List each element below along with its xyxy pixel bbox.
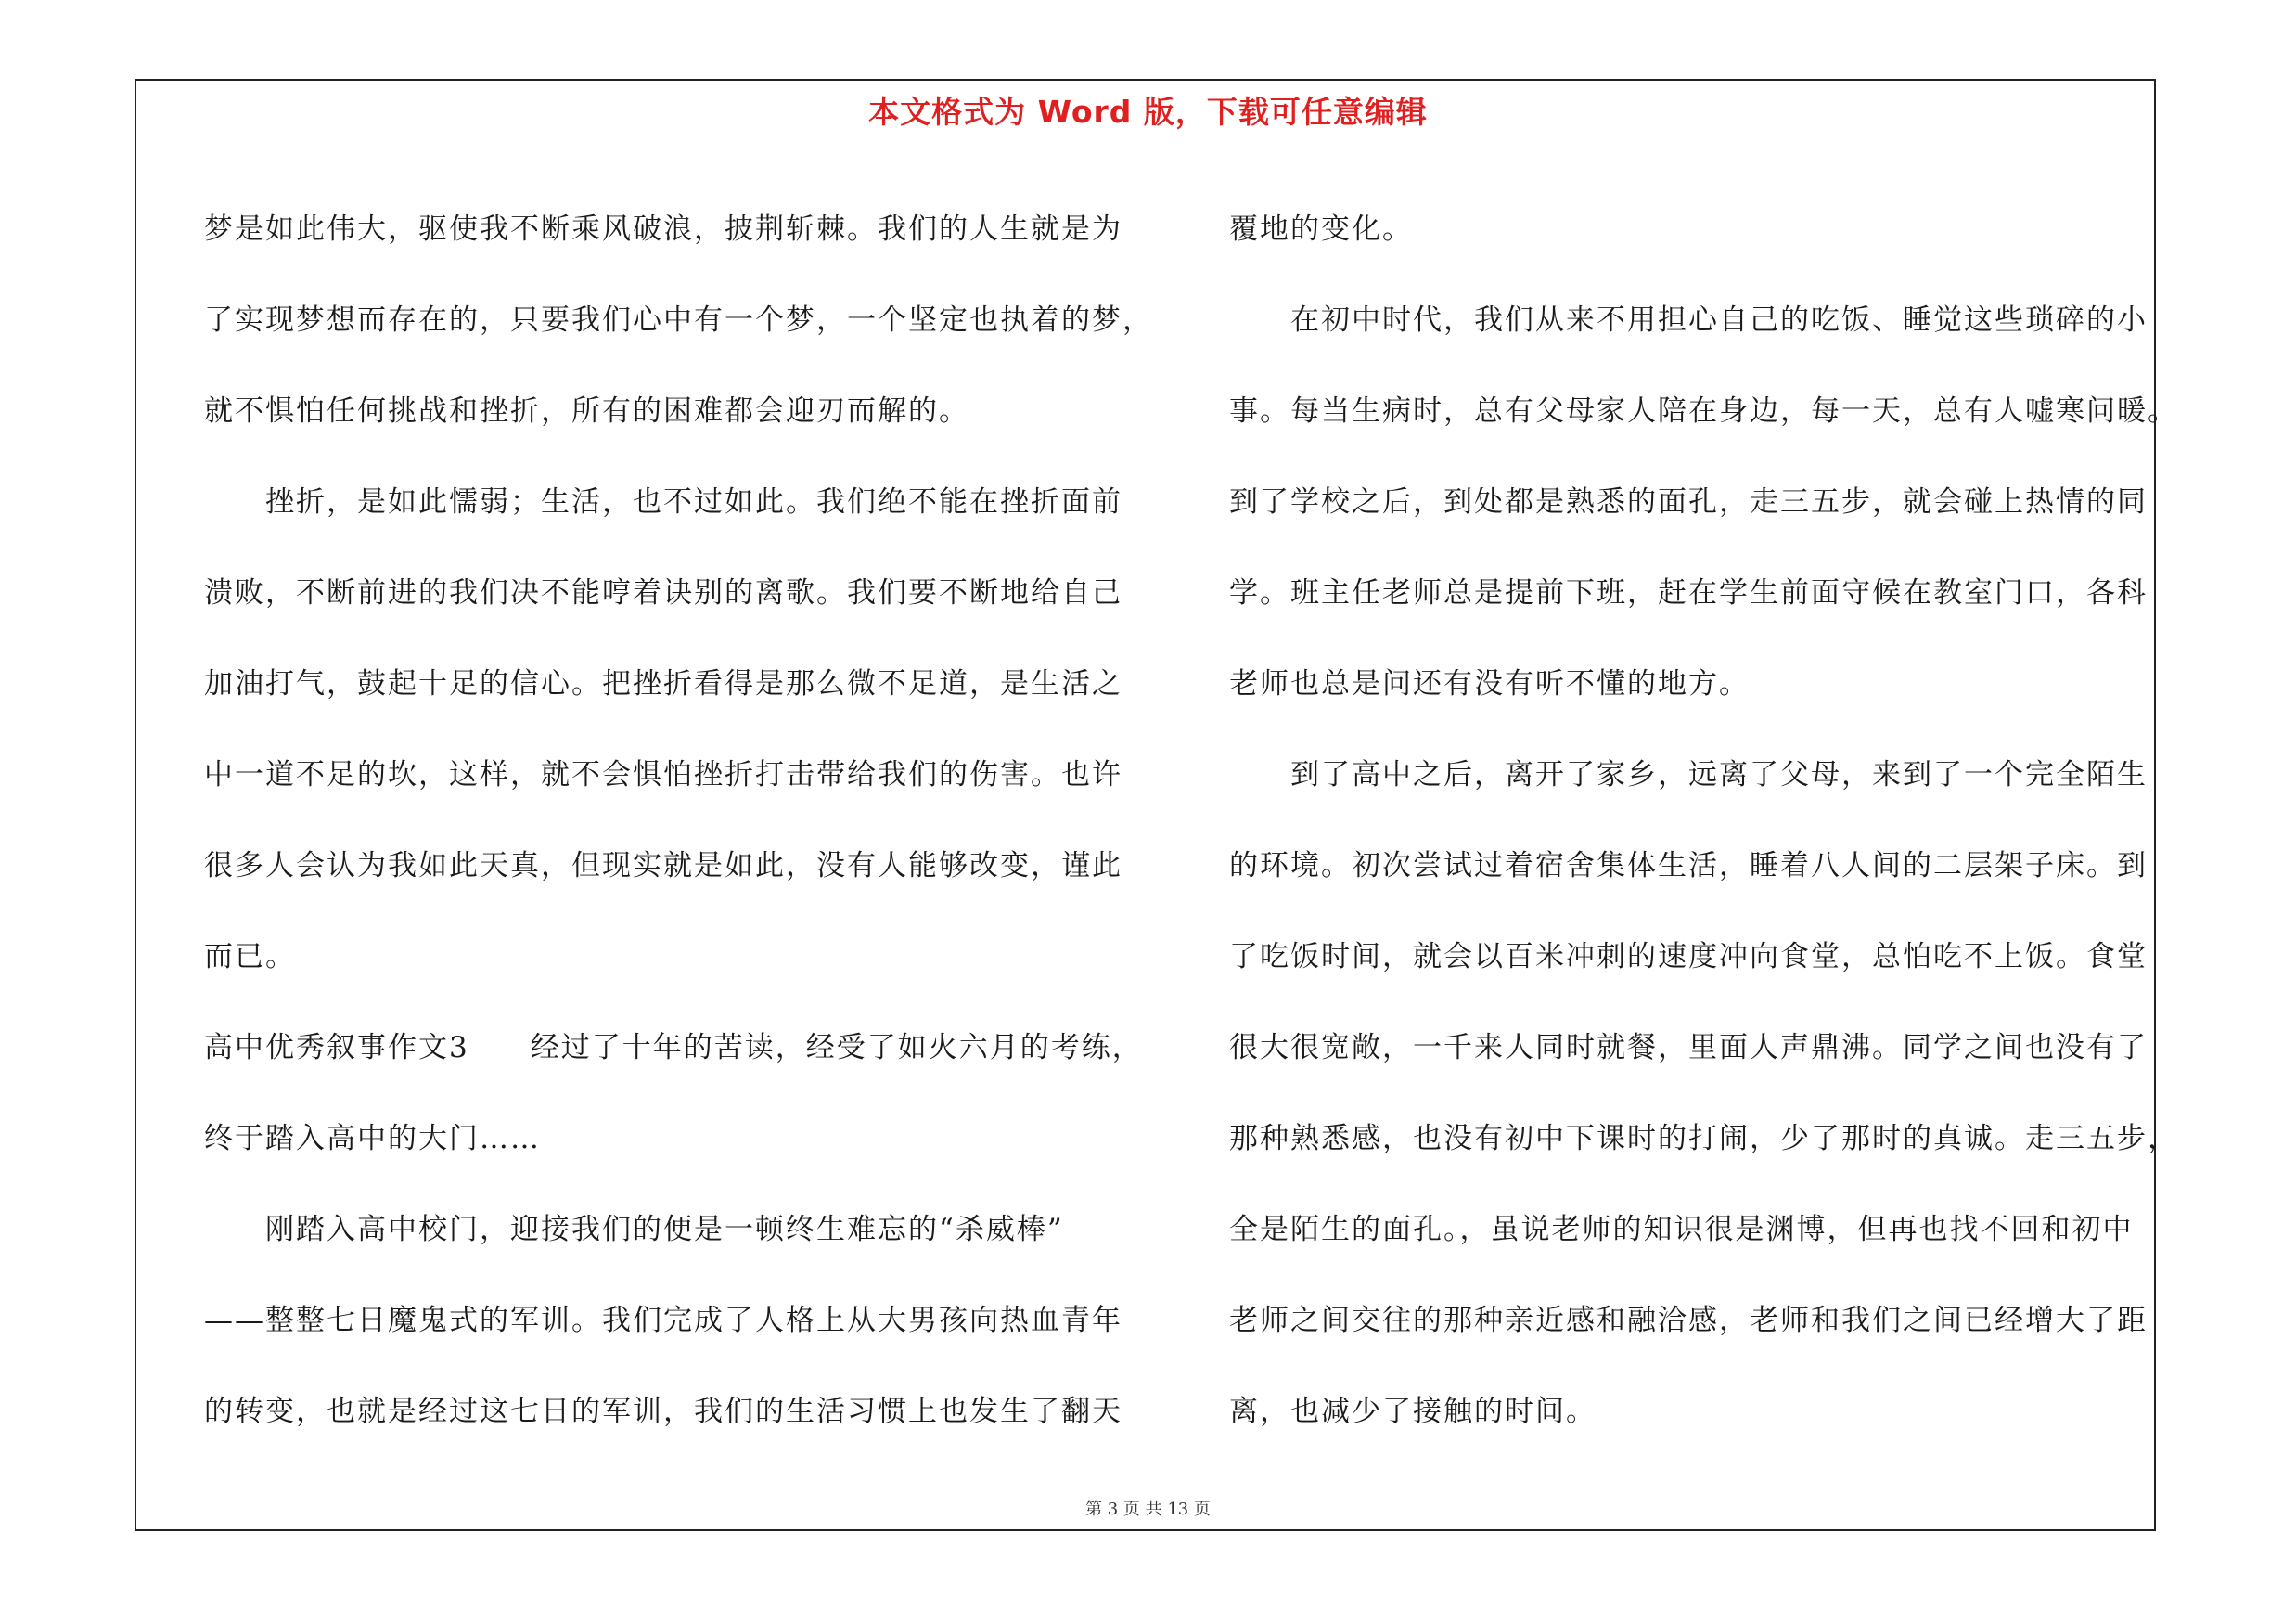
text-line: 的环境。初次尝试过着宿舍集体生活，睡着八人间的二层架子床。到 xyxy=(1229,849,2148,882)
text-line: 刚踏入高中校门，迎接我们的便是一顿终生难忘的“杀威棒” xyxy=(204,1213,1064,1246)
text-line: 中一道不足的坎，这样，就不会惧怕挫折打击带给我们的伤害。也许 xyxy=(204,758,1122,792)
text-line: 覆地的变化。 xyxy=(1229,213,1413,246)
text-line: 老师之间交往的那种亲近感和融洽感，老师和我们之间已经增大了距 xyxy=(1229,1304,2148,1337)
text-line: 就不惧怕任何挑战和挫折，所有的困难都会迎刃而解的。 xyxy=(204,394,969,428)
text-line: 了吃饭时间，就会以百米冲刺的速度冲向食堂，总怕吃不上饭。食堂 xyxy=(1229,940,2148,973)
text-line: 梦是如此伟大，驱使我不断乘风破浪，披荆斩棘。我们的人生就是为 xyxy=(204,213,1122,246)
text-line: 高中优秀叙事作文3 经过了十年的苦读，经受了如火六月的考练， xyxy=(204,1031,1143,1064)
text-line: 到了高中之后，离开了家乡，远离了父母，来到了一个完全陌生 xyxy=(1229,758,2148,792)
text-line: ——整整七日魔鬼式的军训。我们完成了人格上从大男孩向热血青年 xyxy=(204,1304,1122,1337)
text-line: 的转变，也就是经过这七日的军训，我们的生活习惯上也发生了翻天 xyxy=(204,1395,1122,1428)
text-line: 很多人会认为我如此天真，但现实就是如此，没有人能够改变，谨此 xyxy=(204,849,1122,882)
left-column xyxy=(204,184,1153,1457)
text-line: 全是陌生的面孔。，虽说老师的知识很是渊博，但再也找不回和初中 xyxy=(1229,1213,2134,1246)
text-line: 加油打气，鼓起十足的信心。把挫折看得是那么微不足道，是生活之 xyxy=(204,667,1122,701)
text-line: 终于踏入高中的大门…… xyxy=(204,1122,541,1155)
right-column xyxy=(1229,184,2178,1457)
text-line: 到了学校之后，到处都是熟悉的面孔，走三五步，就会碰上热情的同 xyxy=(1229,485,2148,519)
text-line: 学。班主任老师总是提前下班，赶在学生前面守候在教室门口，各科 xyxy=(1229,576,2148,610)
text-line: 老师也总是问还有没有听不懂的地方。 xyxy=(1229,667,1750,701)
text-line: 而已。 xyxy=(204,940,296,973)
format-banner: 本文格式为 Word 版，下载可任意编辑 xyxy=(868,94,1428,130)
text-line: 离，也减少了接触的时间。 xyxy=(1229,1395,1597,1428)
text-line: 事。每当生病时，总有父母家人陪在身边，每一天，总有人嘘寒问暖。 xyxy=(1229,394,2178,428)
text-line: 了实现梦想而存在的，只要我们心中有一个梦，一个坚定也执着的梦， xyxy=(204,303,1153,337)
text-line: 那种熟悉感，也没有初中下课时的打闹，少了那时的真诚。走三五步， xyxy=(1229,1122,2178,1155)
text-line: 在初中时代，我们从来不用担心自己的吃饭、睡觉这些琐碎的小 xyxy=(1229,303,2148,337)
page-number: 第 3 页 共 13 页 xyxy=(1085,1500,1211,1519)
text-line: 很大很宽敞，一千来人同时就餐，里面人声鼎沸。同学之间也没有了 xyxy=(1229,1031,2148,1064)
text-line: 挫折，是如此懦弱；生活，也不过如此。我们绝不能在挫折面前 xyxy=(204,485,1122,519)
text-line: 溃败，不断前进的我们决不能哼着诀别的离歌。我们要不断地给自己 xyxy=(204,576,1122,610)
